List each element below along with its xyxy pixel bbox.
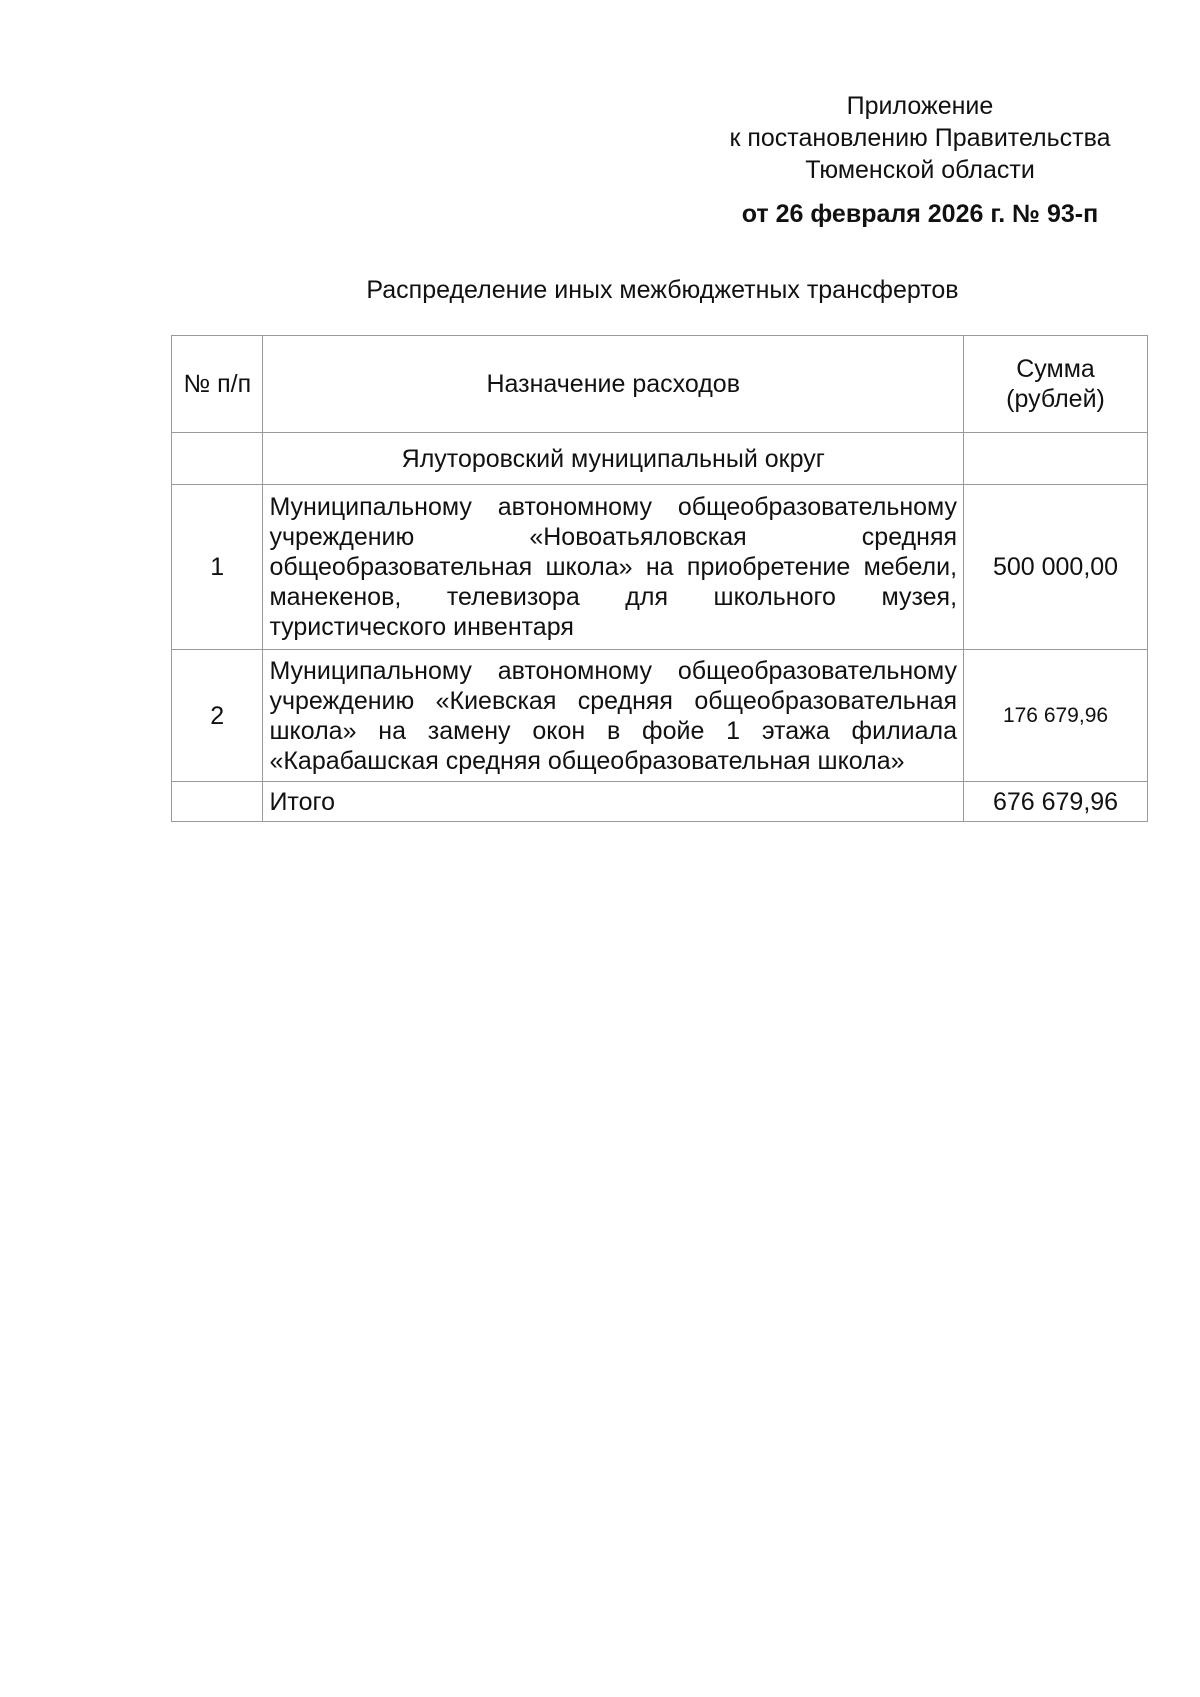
header-sum: Сумма (рублей) <box>964 336 1148 433</box>
table-header-row <box>172 336 1148 433</box>
district-row <box>172 433 1148 485</box>
total-num-cell <box>172 782 263 822</box>
district-num-cell <box>172 433 263 485</box>
row-purpose: Муниципальному автономному общеобразовательному учреждению «Киевская средняя общеобразовательная школа» на замену окон в фойе 1 этажа филиала «Карабашская средняя общеобразовательная школа» <box>263 650 964 782</box>
appendix-title: Приложение <box>846 92 994 120</box>
header-num: № п/п <box>172 336 263 433</box>
row-sum: 500 000,00 <box>964 485 1148 650</box>
row-num: 2 <box>172 650 263 782</box>
total-row <box>172 782 1148 822</box>
district-sum-cell <box>964 433 1148 485</box>
decree-number: от 26 февраля 2026 г. № 93-п <box>741 200 1099 228</box>
total-sum: 676 679,96 <box>964 782 1148 822</box>
row-num: 1 <box>172 485 263 650</box>
transfers-table <box>171 335 1148 822</box>
appendix-line-decree-ref: к постановлению Правительства <box>729 124 1111 152</box>
district-name: Ялуторовский муниципальный округ <box>263 433 964 485</box>
header-purpose: Назначение расходов <box>263 336 964 433</box>
total-label: Итого <box>263 782 964 822</box>
table-caption: Распределение иных межбюджетных трансфертов <box>366 276 959 304</box>
table-row <box>172 650 1148 782</box>
row-purpose: Муниципальному автономному общеобразовательному учреждению «Новоатьяловская средняя общеобразовательная школа» на приобретение мебели, манекенов, телевизора для школьного музея, туристического инвентаря <box>263 485 964 650</box>
row-sum: 176 679,96 <box>964 650 1148 782</box>
appendix-header <box>690 90 1150 230</box>
table-row <box>172 485 1148 650</box>
appendix-line-region: Тюменской области <box>805 156 1035 184</box>
